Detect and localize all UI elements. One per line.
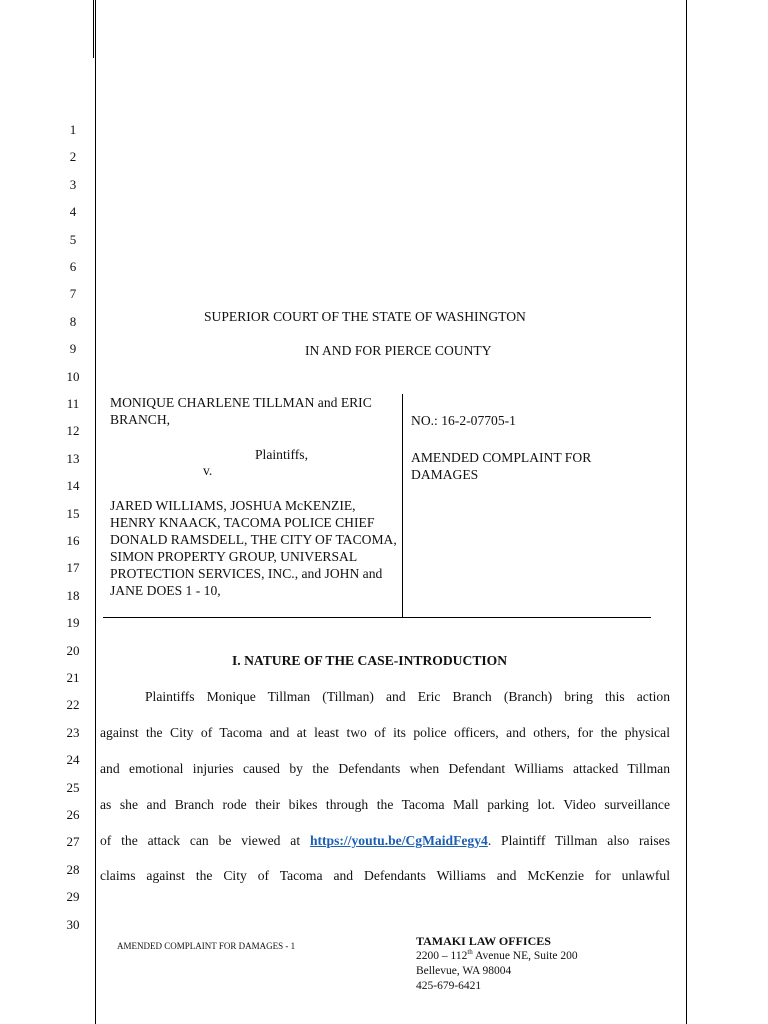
line-number: 24	[66, 752, 80, 768]
line-number: 20	[66, 642, 80, 658]
line-number: 16	[66, 533, 80, 548]
address-superscript: th	[467, 948, 473, 957]
section-heading: I. NATURE OF THE CASE-INTRODUCTION	[232, 653, 508, 668]
line-number: 1	[69, 122, 77, 137]
line-number: 14	[66, 478, 80, 494]
caption-bottom-rule	[103, 617, 651, 618]
document-title: AMENDED COMPLAINT FOR DAMAGES	[411, 450, 592, 482]
address-suite: Avenue NE, Suite 200	[472, 950, 578, 962]
line-number: 17	[66, 560, 80, 576]
firm-name: TAMAKI LAW OFFICES	[416, 934, 551, 948]
line-number: 30	[66, 916, 80, 932]
body-line: claims against the City of Tacoma and Defendants Williams and McKenzie for unlawful	[100, 868, 670, 883]
line-number: 23	[66, 724, 80, 740]
line-number: 22	[66, 697, 80, 713]
firm-city: Bellevue, WA 98004	[416, 965, 512, 977]
line-number: 27	[66, 834, 80, 850]
body-line: Plaintiffs Monique Tillman (Tillman) and Eric Branch (Branch) bring this action	[145, 689, 670, 704]
line-number: 21	[66, 670, 80, 685]
footer-document-label: AMENDED COMPLAINT FOR DAMAGES - 1	[117, 941, 296, 951]
caption-divider	[402, 394, 403, 618]
firm-address	[416, 949, 578, 964]
line-number: 4	[69, 204, 77, 220]
address-street: 2200 – 112	[416, 950, 468, 962]
footer-firm-block	[416, 934, 578, 994]
line-number: 18	[66, 587, 80, 603]
court-name: SUPERIOR COURT OF THE STATE OF WASHINGTON	[204, 309, 526, 324]
court-county: IN AND FOR PIERCE COUNTY	[305, 343, 492, 358]
line-number: 8	[69, 313, 77, 329]
body-text: of the attack can be viewed at	[100, 833, 301, 848]
line-number: 12	[66, 423, 80, 439]
line-number: 13	[66, 450, 80, 466]
line-number: 3	[69, 176, 77, 192]
body-text: . Plaintiff Tillman also raises	[487, 833, 670, 848]
case-number: NO.: 16-2-07705-1	[411, 413, 516, 428]
line-number: 19	[66, 615, 80, 631]
body-line	[100, 833, 670, 849]
line-number: 7	[69, 286, 77, 302]
line-number: 5	[69, 231, 77, 247]
line-number: 29	[66, 889, 80, 905]
line-number: 2	[69, 149, 77, 165]
versus-label: v.	[203, 463, 213, 478]
left-margin-rule	[95, 0, 96, 1024]
body-line: and emotional injuries caused by the Defendants when Defendant Williams attacked Tillman	[100, 761, 670, 776]
line-number: 10	[66, 368, 80, 384]
line-number: 11	[66, 396, 80, 411]
line-number: 28	[66, 861, 80, 877]
defendant-names: JARED WILLIAMS, JOSHUA McKENZIE, HENRY KNAACK, TACOMA POLICE CHIEF DONALD RAMSDELL, THE CITY OF TACOMA, SIMON PROPERTY GROUP, UNIVERSAL PROTECTION SERVICES, INC., and JOHN and JANE DOES 1 - 10,	[110, 498, 397, 598]
body-line: as she and Branch rode their bikes through the Tacoma Mall parking lot. Video surveillance	[100, 797, 670, 812]
line-number: 9	[69, 341, 77, 357]
line-number: 26	[66, 807, 80, 822]
line-number: 15	[66, 505, 80, 521]
line-number: 6	[69, 259, 77, 274]
line-number: 25	[66, 779, 80, 795]
firm-phone: 425-679-6421	[416, 980, 482, 992]
video-link[interactable]: https://youtu.be/CgMaidFegy4	[309, 833, 488, 848]
left-margin-rule-double	[93, 0, 94, 58]
plaintiffs-label: Plaintiffs,	[255, 447, 308, 462]
plaintiff-names: MONIQUE CHARLENE TILLMAN and ERIC BRANCH,	[110, 395, 372, 427]
right-margin-rule	[686, 0, 687, 1024]
body-line: against the City of Tacoma and at least two of its police officers, and others, for the physical	[100, 725, 670, 740]
